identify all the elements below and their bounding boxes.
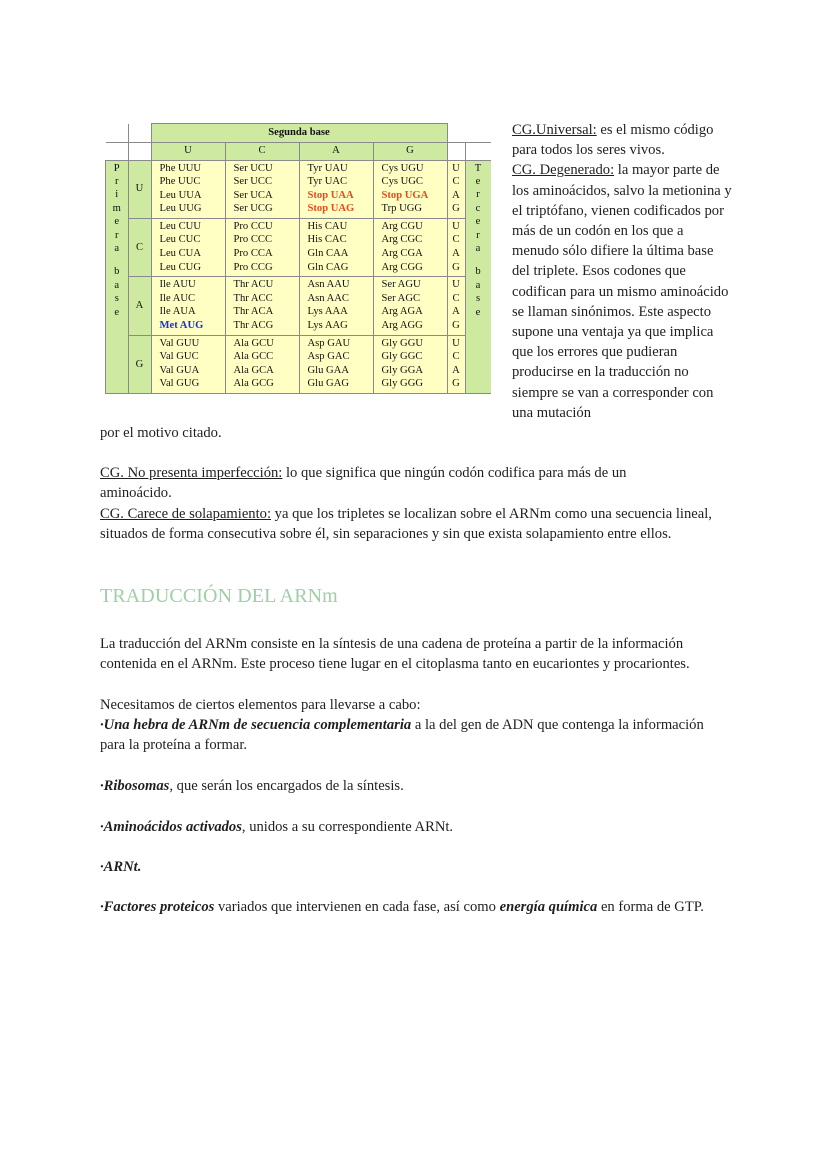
solapamiento-label: CG. Carece de solapamiento: (100, 506, 272, 522)
third-base-cell: U C A G (447, 335, 465, 393)
second-base-a: A (299, 142, 373, 160)
codon-cell: Gly GGU Gly GGC Gly GGA Gly GGG (373, 335, 447, 393)
imperfeccion-label: CG. No presenta imperfección: (100, 465, 283, 481)
genetic-code-table (105, 123, 491, 394)
first-base-u: U (128, 160, 151, 218)
stop-codon: Stop UAG (307, 203, 355, 215)
first-base-g: G (128, 335, 151, 393)
solapamiento-text: ya que los tripletes se localizan sobre el ARNm como una secuencia lineal, situados de forma consecutiva sobre él, sin separaciones y sin que exista solapamiento entre ellos. (100, 506, 712, 543)
universal-label: CG.Universal: (512, 122, 597, 138)
start-codon: Met AUG (159, 320, 204, 332)
codon-cell: Arg CGU Arg CGC Arg CGA Arg CGG (373, 218, 447, 276)
hebra-text: a la del gen de ADN que contenga la información para la proteína a formar. (100, 717, 704, 754)
degenerado-label: CG. Degenerado: (512, 162, 615, 179)
aminoacidos-item: ·Aminoácidos activados, unidos a su correspondiente ARNt. (100, 819, 454, 835)
third-base-cell: U C A G (447, 277, 465, 335)
section-heading: TRADUCCIÓN DEL ARNm (100, 585, 338, 607)
elements-paragraph (100, 695, 730, 756)
codon-cell: Ala GCU Ala GCC Ala GCA Ala GCG (225, 335, 299, 393)
codon-cell: Pro CCU Pro CCC Pro CCA Pro CCG (225, 218, 299, 276)
side-text-universal-degenerado (512, 120, 732, 423)
need-text: Necesitamos de ciertos elementos para llevarse a cabo: (100, 697, 421, 713)
factores-item: ·Factores proteicos variados que intervienen en cada fase, así como energía química en forma de GTP. (100, 899, 704, 915)
degenerado-text: la mayor parte de los aminoácidos, salvo la metionina y el triptófano, vienen codificados por más de un codón en los que a menudo sólo difiere la última base del triplete. Esos codones que codifican para un mismo aminoácido se llaman sinónimos. Este aspecto supone una ventaja ya que implica que los errores que pudieran producirse en la traducción no siempre se van a corresponder con una mutación (512, 162, 732, 421)
codon-cell: Ser AGU Ser AGC Arg AGA Arg AGG (373, 277, 447, 335)
codon-cell: Phe UUU Phe UUC Leu UUA Leu UUG (151, 160, 225, 218)
second-base-c: C (225, 142, 299, 160)
codon-cell: Cys UGU Cys UGC Stop UGA Trp UGG (373, 160, 447, 218)
second-base-g: G (373, 142, 447, 160)
second-base-title: Segunda base (151, 124, 447, 143)
stop-codon: Stop UAA (307, 189, 354, 201)
codon-cell: Val GUU Val GUC Val GUA Val GUG (151, 335, 225, 393)
imperfeccion-paragraph (100, 463, 700, 503)
solapamiento-paragraph (100, 504, 730, 544)
third-base-cell: U C A G (447, 218, 465, 276)
stop-codon: Stop UGA (381, 189, 429, 201)
codon-cell: Tyr UAU Tyr UAC Stop UAA Stop UAG (299, 160, 373, 218)
codon-cell: Asn AAU Asn AAC Lys AAA Lys AAG (299, 277, 373, 335)
first-base-c: C (128, 218, 151, 276)
third-base-label: T e r c e r a b a s e (465, 160, 491, 394)
imperfeccion-text: lo que significa que ningún codón codifica para más de un aminoácido. (100, 465, 627, 502)
third-base-cell: U C A G (447, 160, 465, 218)
codon-cell: Thr ACU Thr ACC Thr ACA Thr ACG (225, 277, 299, 335)
ribosomas-item: ·Ribosomas, que serán los encargados de la síntesis. (100, 778, 404, 794)
universal-text: es el mismo código para todos los seres vivos. (512, 122, 714, 159)
codon-cell: Ile AUU Ile AUC Ile AUA Met AUG (151, 277, 225, 335)
codon-cell: Asp GAU Asp GAC Glu GAA Glu GAG (299, 335, 373, 393)
hebra-bold: ·Una hebra de ARNm de secuencia complementaria (100, 717, 412, 734)
continuation-text: por el motivo citado. (100, 425, 222, 441)
arnt-item: ·ARNt. (100, 859, 142, 875)
intro-paragraph: La traducción del ARNm consiste en la síntesis de una cadena de proteína a partir de la información contenida en el ARNm. Este proceso tiene lugar en el citoplasma tanto en eucariontes y procariontes. (100, 636, 690, 673)
codon-cell: Ser UCU Ser UCC Ser UCA Ser UCG (225, 160, 299, 218)
codon-cell: His CAU His CAC Gln CAA Gln CAG (299, 218, 373, 276)
codon-cell: Leu CUU Leu CUC Leu CUA Leu CUG (151, 218, 225, 276)
first-base-a: A (128, 277, 151, 335)
second-base-u: U (151, 142, 225, 160)
first-base-label: P r i m e r a b a s e (106, 160, 129, 394)
